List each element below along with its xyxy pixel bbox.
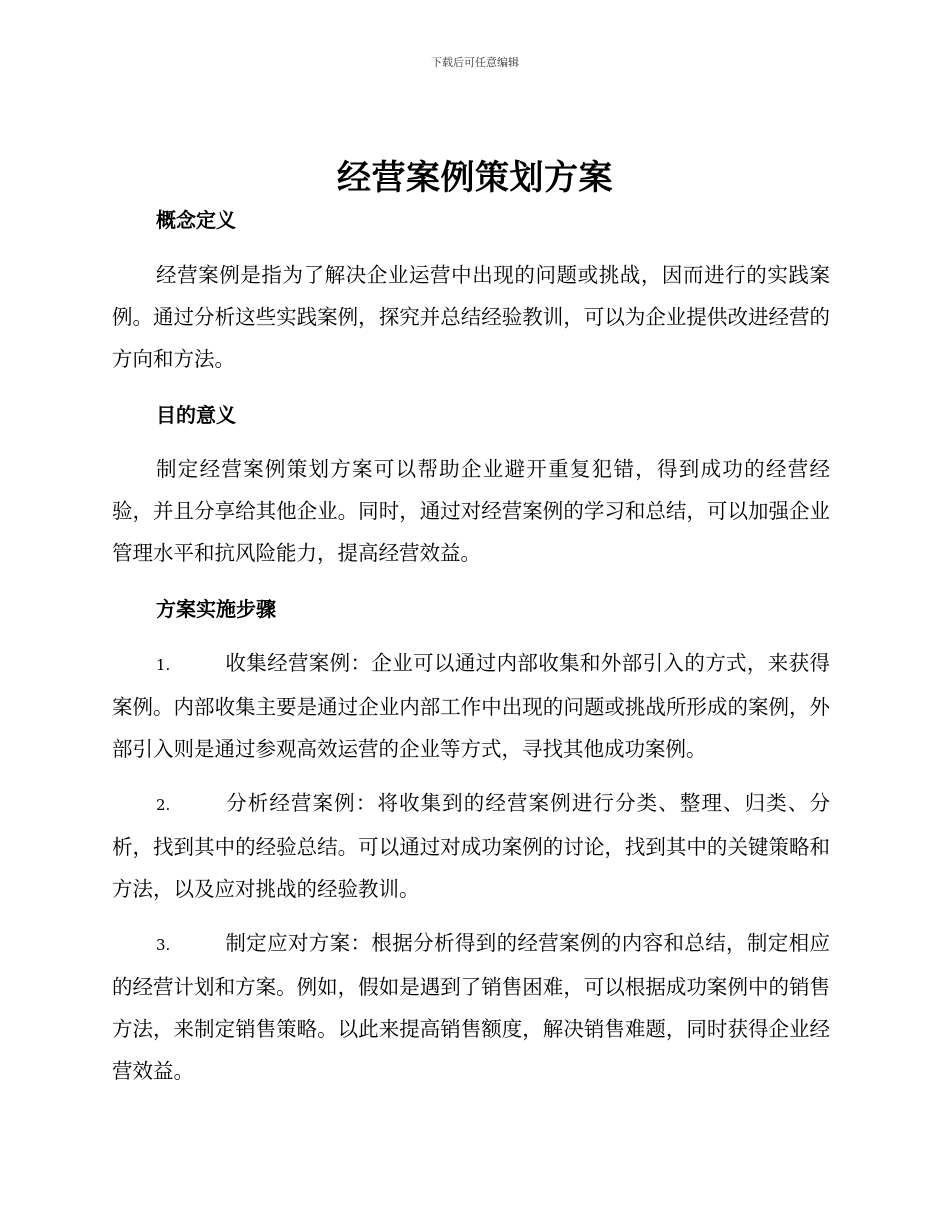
section-heading-purpose: 目的意义 — [156, 403, 236, 427]
page-title: 经营案例策划方案 — [337, 158, 613, 198]
step-item-2 — [112, 782, 830, 910]
section-paragraph-concept: 经营案例是指为了解决企业运营中出现的问题或挑战，因而进行的实践案例。通过分析这些实践案例，探究并总结经验教训，可以为企业提供改进经营的方向和方法。 — [112, 263, 830, 371]
step-text: 制定应对方案：根据分析得到的经营案例的内容和总结，制定相应的经营计划和方案。例如，假如是遇到了销售困难，可以根据成功案例中的销售方法，来制定销售策略。以此来提高销售额度，解决销售难题，同时获得企业经营效益。 — [112, 931, 830, 1083]
page-header-note: 下载后可任意编辑 — [431, 56, 519, 69]
step-number: 1. — [156, 656, 171, 674]
step-text: 收集经营案例：企业可以通过内部收集和外部引入的方式，来获得案例。内部收集主要是通过企业内部工作中出现的问题或挑战所形成的案例，外部引入则是通过参观高效运营的企业等方式，寻找其他成功案例。 — [112, 651, 830, 761]
step-number: 2. — [156, 796, 171, 814]
section-heading-steps: 方案实施步骤 — [156, 597, 276, 621]
step-text: 分析经营案例：将收集到的经营案例进行分类、整理、归类、分析，找到其中的经验总结。可以通过对成功案例的讨论，找到其中的关键策略和方法，以及应对挑战的经验教训。 — [112, 791, 830, 901]
step-item-1 — [112, 642, 830, 770]
step-item-3 — [112, 922, 830, 1092]
section-heading-concept: 概念定义 — [156, 208, 236, 232]
section-paragraph-purpose: 制定经营案例策划方案可以帮助企业避开重复犯错，得到成功的经营经验，并且分享给其他企业。同时，通过对经营案例的学习和总结，可以加强企业管理水平和抗风险能力，提高经营效益。 — [112, 457, 830, 565]
step-number: 3. — [156, 936, 171, 954]
